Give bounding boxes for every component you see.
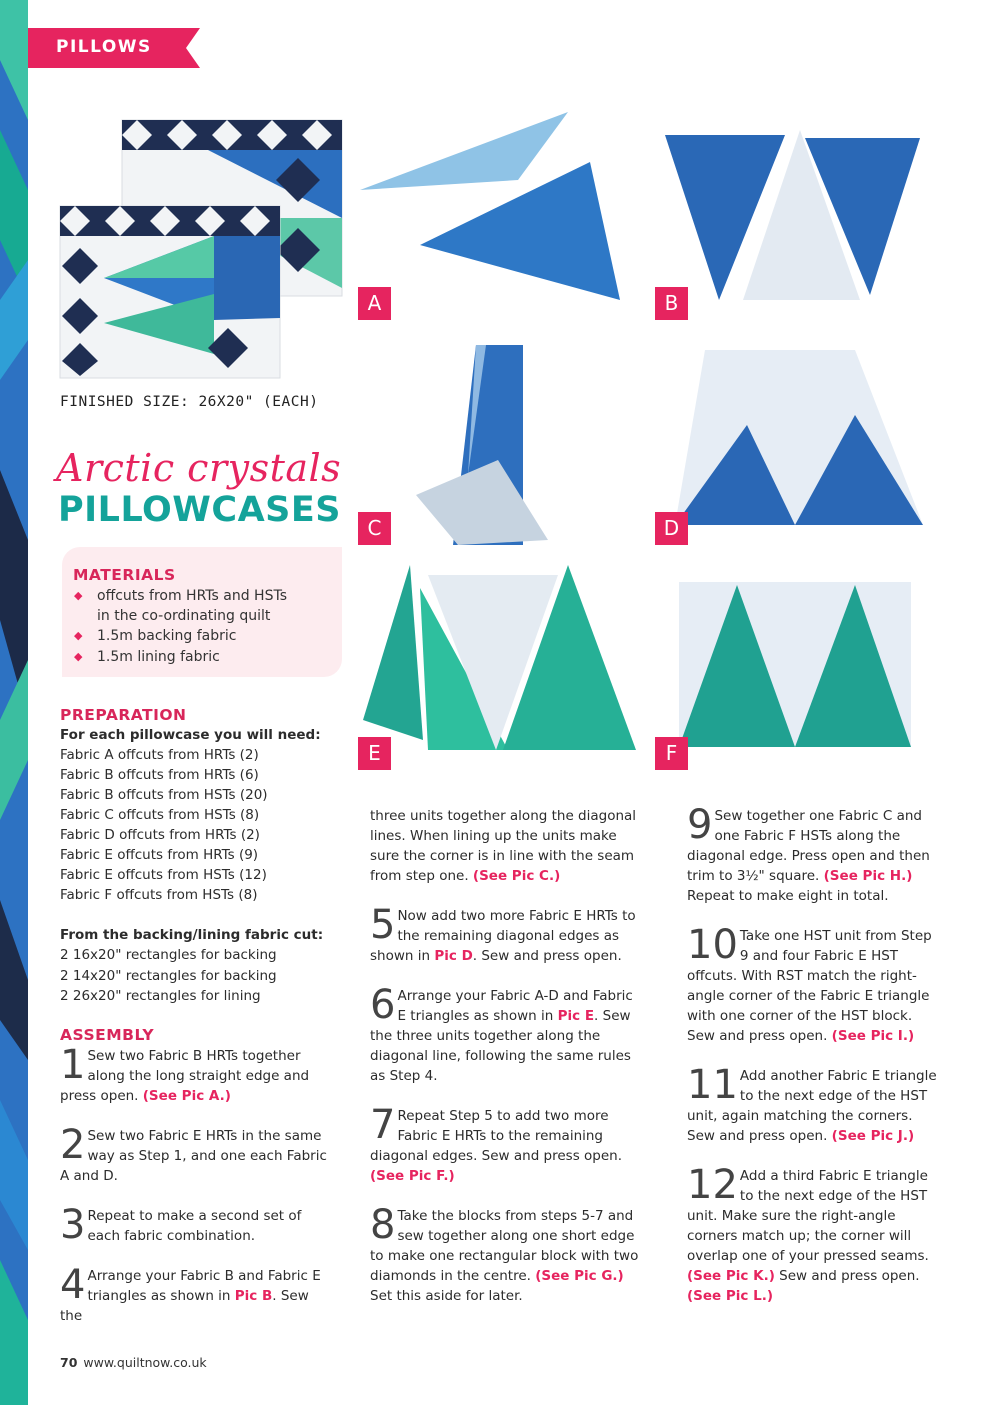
pic-label-d: D [655, 512, 688, 545]
preparation-heading: PREPARATION [60, 706, 187, 724]
finished-size-label: FINISHED SIZE: 26X20" (EACH) [60, 394, 319, 410]
pic-f-photo [655, 560, 933, 770]
fabric-line: Fabric E offcuts from HSTs (12) [60, 867, 267, 884]
pic-label-f: F [655, 737, 688, 770]
step-6: 6 Arrange your Fabric A-D and Fabric E triangles as shown in Pic E. Sew the three units together along the diagonal line, following the same rules as Step 4. [370, 982, 633, 1085]
pic-label-a: A [358, 287, 391, 320]
step-3: 3 Repeat to make a second set of each fabric combination. [60, 1202, 302, 1248]
quilt-edge-strip [0, 0, 28, 1405]
pic-label-e: E [358, 737, 391, 770]
section-banner [28, 28, 200, 68]
step-1: 1 Sew two Fabric B HRTs together along the long straight edge and press open. (See Pic A.) [60, 1042, 310, 1105]
step-10: 10 Take one HST unit from Step 9 and four Fabric E HST offcuts. With RST match the right-angle corner of the Fabric E triangle with one corner of the HST block. Sew and press open. (See Pic I.) [687, 922, 932, 1045]
fabric-line: Fabric C offcuts from HSTs (8) [60, 807, 260, 824]
step-4-continued: three units together along the diagonal lines. When lining up the units make sure the corner is in line with the seam from step one. (See Pic C.) [370, 808, 637, 885]
assembly-heading: ASSEMBLY [60, 1026, 155, 1044]
pic-b-photo [655, 110, 933, 320]
page-title: PILLOWCASES [58, 490, 341, 530]
pic-a-photo [358, 110, 636, 320]
bullet-icon: ◆ [74, 649, 83, 663]
cut-line: 2 16x20" rectangles for backing [60, 947, 277, 964]
materials-list [72, 586, 322, 667]
materials-heading: MATERIALS [73, 566, 176, 584]
pic-label-b: B [655, 287, 688, 320]
cut-line: 2 14x20" rectangles for backing [60, 967, 277, 984]
fabric-line: Fabric A offcuts from HRTs (2) [60, 747, 259, 764]
fabric-line: Fabric F offcuts from HSTs (8) [60, 887, 258, 904]
cut-line: 2 26x20" rectangles for lining [60, 987, 261, 1004]
step-7: 7 Repeat Step 5 to add two more Fabric E HRTs to the remaining diagonal edges. Sew and press open. (See Pic F.) [370, 1102, 623, 1185]
fabric-line: Fabric D offcuts from HRTs (2) [60, 827, 260, 844]
materials-item: in the co-ordinating quilt [97, 608, 271, 625]
title-script: Arctic crystals [56, 446, 342, 490]
fabric-line: Fabric B offcuts from HSTs (20) [60, 787, 268, 804]
pillowcases-photo [58, 118, 343, 380]
column-1 [60, 705, 345, 1006]
step-11: 11 Add another Fabric E triangle to the next edge of the HST unit, again matching the corners. Sew and press open. (See Pic J.) [687, 1062, 937, 1145]
step-2: 2 Sew two Fabric E HRTs in the same way as Step 1, and one each Fabric A and D. [60, 1122, 327, 1185]
section-tag: PILLOWS [56, 37, 152, 57]
website-url: www.quiltnow.co.uk [83, 1355, 207, 1370]
materials-item: ◆ offcuts from HRTs and HSTs [72, 586, 322, 606]
step-4: 4 Arrange your Fabric B and Fabric E triangles as shown in Pic B. Sew the [60, 1262, 321, 1325]
page-footer [60, 1355, 207, 1370]
materials-item: ◆ 1.5m backing fabric [72, 626, 322, 646]
pic-e-photo [358, 560, 636, 770]
step-5: 5 Now add two more Fabric E HRTs to the remaining diagonal edges as shown in Pic D. Sew and press open. [370, 902, 636, 965]
fabric-line: Fabric E offcuts from HRTs (9) [60, 847, 259, 864]
preparation-intro: For each pillowcase you will need: [60, 727, 321, 743]
pic-label-c: C [358, 512, 391, 545]
page-number: 70 [60, 1355, 78, 1370]
bullet-icon: ◆ [74, 629, 83, 643]
step-12: 12 Add a third Fabric E triangle to the next edge of the HST unit. Make sure the right-angle corners match up; the corner will overlap one of your pressed seams. (See Pic K.) Sew and press open. (See Pic L.) [687, 1162, 929, 1305]
fabric-line: Fabric B offcuts from HRTs (6) [60, 767, 259, 784]
pic-d-photo [655, 335, 933, 545]
cut-intro: From the backing/lining fabric cut: [60, 927, 324, 944]
step-8: 8 Take the blocks from steps 5-7 and sew together along one short edge to make one rectangular block with two diamonds in the centre. (See Pic G.) Set this aside for later. [370, 1202, 639, 1305]
materials-item: ◆ 1.5m lining fabric [72, 647, 322, 667]
pic-c-photo [358, 335, 636, 545]
bullet-icon: ◆ [74, 589, 83, 602]
step-9: 9 Sew together one Fabric C and one Fabric F HSTs along the diagonal edge. Press open and then trim to 3½" square. (See Pic H.) Repeat to make eight in total. [687, 802, 930, 905]
